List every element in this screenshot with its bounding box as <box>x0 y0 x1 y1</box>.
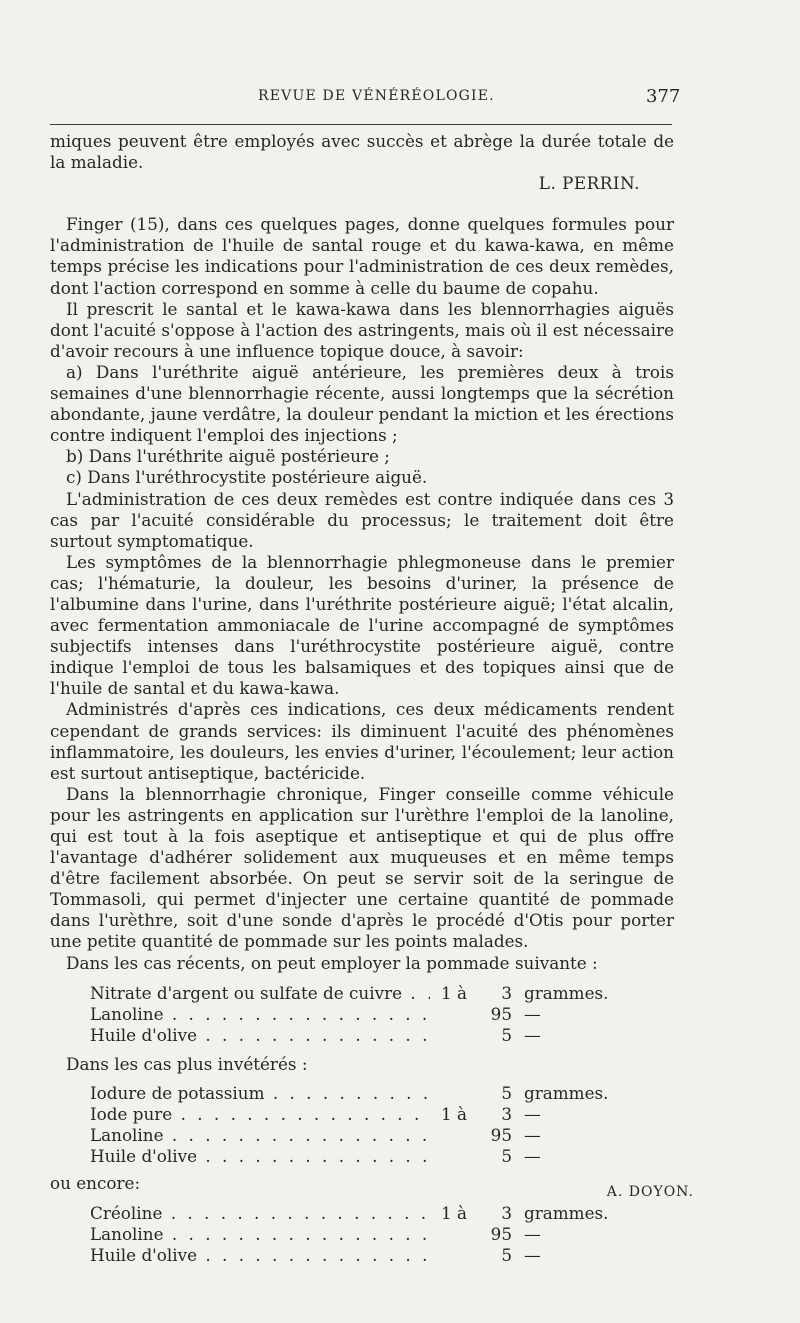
ingredient-unit: — <box>524 1125 541 1146</box>
ingredient-name: Iodure de potassium . . . <box>90 1083 430 1104</box>
ingredient-quantity: 5 <box>501 1244 512 1265</box>
ingredient-unit: — <box>524 1244 541 1265</box>
ingredient-unit: grammes. <box>524 982 609 1003</box>
signature-perrin: L. PERRIN. <box>538 173 640 194</box>
ingredient-unit: — <box>524 1104 541 1125</box>
ingredient-quantity: 95 <box>490 1003 512 1024</box>
recipe-3 <box>90 1203 650 1266</box>
ingredient-range <box>430 1146 478 1167</box>
page-number: 377 <box>646 86 681 107</box>
list-item-a: a) Dans l'uréthrite aiguë antérieure, les premières deux à trois semaines d'une blennorrhagie récente, aussi longtemps que la sécrétion abondante, jaune verdâtre, la douleur pendant la miction et les érections contre indiquent l'emploi des injections ; <box>50 361 674 446</box>
ingredient-unit: — <box>524 1146 541 1167</box>
paragraph-prescription: Il prescrit le santal et le kawa-kawa dans les blennorrhagies aiguës dont l'acuité s'oppose à l'action des astringents, mais où il est nécessaire d'avoir recours à une influence topique douce, à savoir: <box>50 298 674 361</box>
ingredient-unit: grammes. <box>524 1083 609 1104</box>
recipe-row <box>90 1146 650 1167</box>
header-rule <box>50 124 672 125</box>
ingredient-quantity: 3 <box>501 1202 512 1223</box>
list-item-c: c) Dans l'uréthrocystite postérieure aiguë. <box>66 467 428 488</box>
recipe-1 <box>90 983 650 1046</box>
recipe-row <box>90 1203 650 1224</box>
ingredient-range <box>430 1125 478 1146</box>
ingredient-name: Huile d'olive . . . <box>90 1025 430 1046</box>
ingredient-range <box>430 1004 478 1025</box>
ingredient-quantity: 95 <box>490 1125 512 1146</box>
ingredient-name: Huile d'olive . . . <box>90 1245 430 1266</box>
recipe-row <box>90 1025 650 1046</box>
paragraph-contraindication: L'administration de ces deux remèdes est contre indiquée dans ces 3 cas par l'acuité considérable du processus; le traitement doit être surtout symptomatique. <box>50 488 674 551</box>
ingredient-quantity: 95 <box>490 1223 512 1244</box>
ingredient-quantity: 5 <box>501 1146 512 1167</box>
recipe-row <box>90 983 650 1004</box>
signature-doyon: A. DOYON. <box>606 1184 694 1200</box>
paragraph-continued: miques peuvent être employés avec succès et abrège la durée totale de la maladie. <box>50 131 674 173</box>
ingredient-quantity: 5 <box>501 1024 512 1045</box>
ingredient-unit: — <box>524 1003 541 1024</box>
ingredient-unit: grammes. <box>524 1202 609 1223</box>
paragraph-or-also: ou encore: <box>50 1173 141 1194</box>
ingredient-range <box>430 1245 478 1266</box>
recipe-row <box>90 1104 650 1125</box>
ingredient-range <box>430 1083 478 1104</box>
ingredient-range <box>430 1025 478 1046</box>
recipe-row <box>90 1004 650 1025</box>
ingredient-unit: — <box>524 1223 541 1244</box>
ingredient-name: Lanoline . . . <box>90 1224 430 1245</box>
ingredient-quantity: 5 <box>501 1083 512 1104</box>
recipe-row <box>90 1245 650 1266</box>
ingredient-name: Lanoline . . . <box>90 1004 430 1025</box>
paragraph-chronic: Dans la blennorrhagie chronique, Finger conseille comme véhicule pour les astringents en application sur l'urèthre l'emploi de la lanoline, qui est tout à la fois aseptique et antiseptique et qui de plus offre l'avantage d'adhérer solidement aux muqueuses et en même temps d'être facilement absorbée. On peut se servir soit de la seringue de Tommasoli, qui permet d'injecter une certaine quantité de pommade dans l'urèthre, soit d'une sonde d'après le procédé d'Otis pour porter une petite quantité de pommade sur les points malades. <box>50 783 674 952</box>
running-head <box>0 88 800 112</box>
paragraph-administration: Administrés d'après ces indications, ces deux médicaments rendent cependant de grands services: ils diminuent l'acuité des phénomènes inflammatoire, les douleurs, les envies d'uriner, l'écoulement; leur action est surtout antiseptique, bactéricide. <box>50 699 674 783</box>
paragraph-inveterate-cases: Dans les cas plus invétérés : <box>66 1053 308 1074</box>
journal-title: REVUE DE VÉNÉRÉOLOGIE. <box>258 88 495 104</box>
ingredient-range: 1 à <box>440 1104 468 1125</box>
ingredient-name: Huile d'olive . . . <box>90 1146 430 1167</box>
recipe-row <box>90 1083 650 1104</box>
ingredient-quantity: 3 <box>501 982 512 1003</box>
ingredient-quantity: 3 <box>501 1104 512 1125</box>
ingredient-range: 1 à <box>440 982 468 1003</box>
recipe-row <box>90 1224 650 1245</box>
paragraph-finger-intro: Finger (15), dans ces quelques pages, donne quelques formules pour l'administration de l'huile de santal rouge et du kawa-kawa, en même temps précise les indications pour l'administration de ces deux remèdes, dont l'action correspond en somme à celle du baume de copahu. <box>50 214 674 298</box>
ingredient-name: Créoline . . . <box>90 1203 430 1224</box>
article-body <box>50 131 674 1272</box>
paragraph-recent-cases: Dans les cas récents, on peut employer la pommade suivante : <box>66 952 598 973</box>
ingredient-range: 1 à <box>440 1202 468 1223</box>
list-item-b: b) Dans l'uréthrite aiguë postérieure ; <box>66 446 390 467</box>
ingredient-unit: — <box>524 1024 541 1045</box>
ingredient-range <box>430 1224 478 1245</box>
ingredient-name: Nitrate d'argent ou sulfate de cuivre . . . <box>90 983 430 1004</box>
ingredient-name: Iode pure . . . <box>90 1104 430 1125</box>
recipe-row <box>90 1125 650 1146</box>
recipe-2 <box>90 1083 650 1167</box>
paragraph-symptoms: Les symptômes de la blennorrhagie phlegmoneuse dans le premier cas; l'hématurie, la douleur, les besoins d'uriner, la présence de l'albumine dans l'urine, dans l'uréthrite postérieure aiguë; l'état alcalin, avec fermentation ammoniacale de l'urine accompagné de symptômes subjectifs intenses dans l'uréthrocystite postérieure aiguë, contre indique l'emploi de tous les balsamiques et des topiques ainsi que de l'huile de santal et du kawa-kawa. <box>50 551 674 699</box>
ingredient-name: Lanoline . . . <box>90 1125 430 1146</box>
